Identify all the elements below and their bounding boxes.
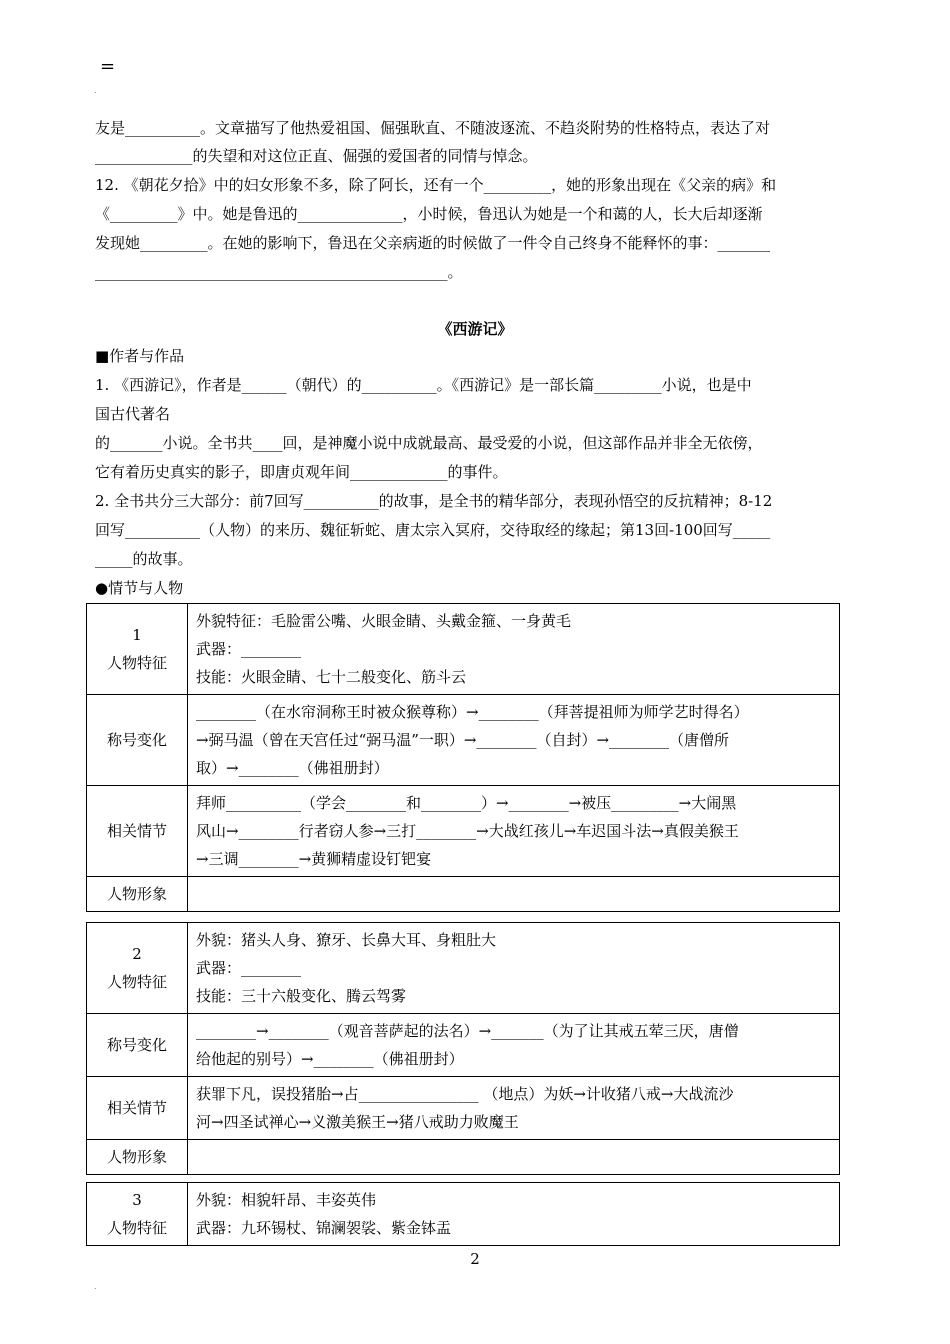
character-table-1 <box>86 603 840 912</box>
intro-line: 友是__________。文章描写了他热爱祖国、倔强耿直、不随波逐流、不趋炎附势的性格特点，表达了对 <box>95 119 771 137</box>
author-line: 它有着历史真实的影子，即唐贞观年间_____________的事件。 <box>95 463 508 481</box>
appearance-text: 外貌特征：毛脸雷公嘴、火眼金睛、头戴金箍、一身黄毛 <box>196 612 572 630</box>
titles-line: →弼马温（曾在天宫任过“弼马温”一职）→________（自封）→________（唐僧所 <box>196 731 730 749</box>
character-table-2 <box>86 922 840 1175</box>
intro-line: _______________________________________________。 <box>95 263 463 281</box>
weapon-text: 武器：________ <box>196 959 302 977</box>
table-row <box>87 1140 840 1175</box>
character-number: 3 <box>132 1191 142 1209</box>
table-row <box>87 923 840 1014</box>
plot-label: 相关情节 <box>87 1077 188 1140</box>
traits-label-cell <box>87 923 188 1014</box>
table-row <box>87 1014 840 1077</box>
author-line: 2. 全书共分三大部分：前7回写__________的故事，是全书的精华部分，表现孙悟空的反抗精神；8-12 <box>95 492 773 510</box>
author-line: 回写__________（人物）的来历、魏征斩蛇、唐太宗入冥府，交待取经的缘起；第13回-100回写_____ <box>95 521 771 539</box>
traits-label: 人物特征 <box>106 1219 167 1237</box>
traits-label-cell <box>87 1183 188 1246</box>
margin-dot: . <box>94 86 97 95</box>
page-number: 2 <box>470 1250 480 1268</box>
plot-label: 相关情节 <box>87 786 188 877</box>
weapon-text: 武器：________ <box>196 640 302 658</box>
image-answer-cell[interactable] <box>188 877 840 912</box>
plot-line: →三调________→黄狮精虚设钉钯宴 <box>196 850 432 868</box>
traits-cell <box>188 923 840 1014</box>
author-line: 国古代著名 <box>95 405 171 423</box>
titles-line: ________→________（观音菩萨起的法名）→_______（为了让其戒五荤三厌，唐僧 <box>196 1022 739 1040</box>
table-row <box>87 1183 840 1246</box>
image-answer-cell[interactable] <box>188 1140 840 1175</box>
weapon-text: 武器：九环锡杖、锦澜袈裟、紫金钵盂 <box>196 1219 452 1237</box>
plot-line: 获罪下凡，误投猪胎→占________________ （地点）为妖→计收猪八戒→大战流沙 <box>196 1085 734 1103</box>
author-line: 的_______小说。全书共____回，是神魔小说中成就最高、最受爱的小说，但这部作品并非全无依傍， <box>95 434 763 452</box>
table-row <box>87 604 840 695</box>
intro-line: _____________的失望和对这位正直、倔强的爱国者的同情与悼念。 <box>95 147 538 165</box>
heading-author-works: ■作者与作品 <box>95 347 185 365</box>
character-number: 2 <box>132 945 142 963</box>
appearance-text: 外貌：相貌轩昂、丰姿英伟 <box>196 1191 377 1209</box>
plot-cell <box>188 1077 840 1140</box>
equals-mark: = <box>100 56 116 77</box>
titles-label: 称号变化 <box>87 695 188 786</box>
table-row <box>87 1077 840 1140</box>
section-title: 《西游记》 <box>437 320 513 338</box>
skill-text: 技能：火眼金睛、七十二般变化、筋斗云 <box>196 668 467 686</box>
table-row <box>87 786 840 877</box>
traits-cell <box>188 604 840 695</box>
table-row <box>87 877 840 912</box>
traits-label-cell <box>87 604 188 695</box>
plot-cell <box>188 786 840 877</box>
traits-cell <box>188 1183 840 1246</box>
titles-line: 给他起的别号）→________（佛祖册封） <box>196 1050 464 1068</box>
plot-line: 风山→________行者窃人参→三打________→大战红孩儿→车迟国斗法→真假美猴王 <box>196 822 739 840</box>
titles-label: 称号变化 <box>87 1014 188 1077</box>
author-line: 1. 《西游记》，作者是______（朝代）的__________。《西游记》是一部长篇_________小说，也是中 <box>95 376 752 394</box>
appearance-text: 外貌：猪头人身、獠牙、长鼻大耳、身粗肚大 <box>196 931 497 949</box>
heading-plot-characters: ●情节与人物 <box>95 579 184 597</box>
intro-line: 发现她_________。在她的影响下，鲁迅在父亲病逝的时候做了一件令自己终身不能释怀的事：_______ <box>95 234 771 252</box>
plot-line: 河→四圣试禅心→义激美猴王→猪八戒助力败魔王 <box>196 1113 519 1131</box>
image-label: 人物形象 <box>87 877 188 912</box>
traits-label: 人物特征 <box>106 654 167 672</box>
traits-label: 人物特征 <box>106 973 167 991</box>
character-table-3 <box>86 1182 840 1246</box>
skill-text: 技能：三十六般变化、腾云驾雾 <box>196 987 407 1005</box>
image-label: 人物形象 <box>87 1140 188 1175</box>
author-line: _____的故事。 <box>95 550 193 568</box>
character-number: 1 <box>132 626 142 644</box>
titles-line: ________（在水帘洞称王时被众猴尊称）→________（拜菩提祖师为师学艺时得名） <box>196 703 749 721</box>
plot-line: 拜师__________（学会________和________）→________→被压_________→大闹黑 <box>196 794 737 812</box>
intro-line: 《_________》中。她是鲁迅的______________，小时候，鲁迅认为她是一个和蔼的人，长大后却逐渐 <box>95 205 763 223</box>
intro-line: 12. 《朝花夕拾》中的妇女形象不多，除了阿长，还有一个_________，她的形象出现在《父亲的病》和 <box>95 176 777 194</box>
table-row <box>87 695 840 786</box>
margin-dot: . <box>94 1282 97 1291</box>
titles-cell <box>188 1014 840 1077</box>
titles-line: 取）→________（佛祖册封） <box>196 759 389 777</box>
titles-cell <box>188 695 840 786</box>
